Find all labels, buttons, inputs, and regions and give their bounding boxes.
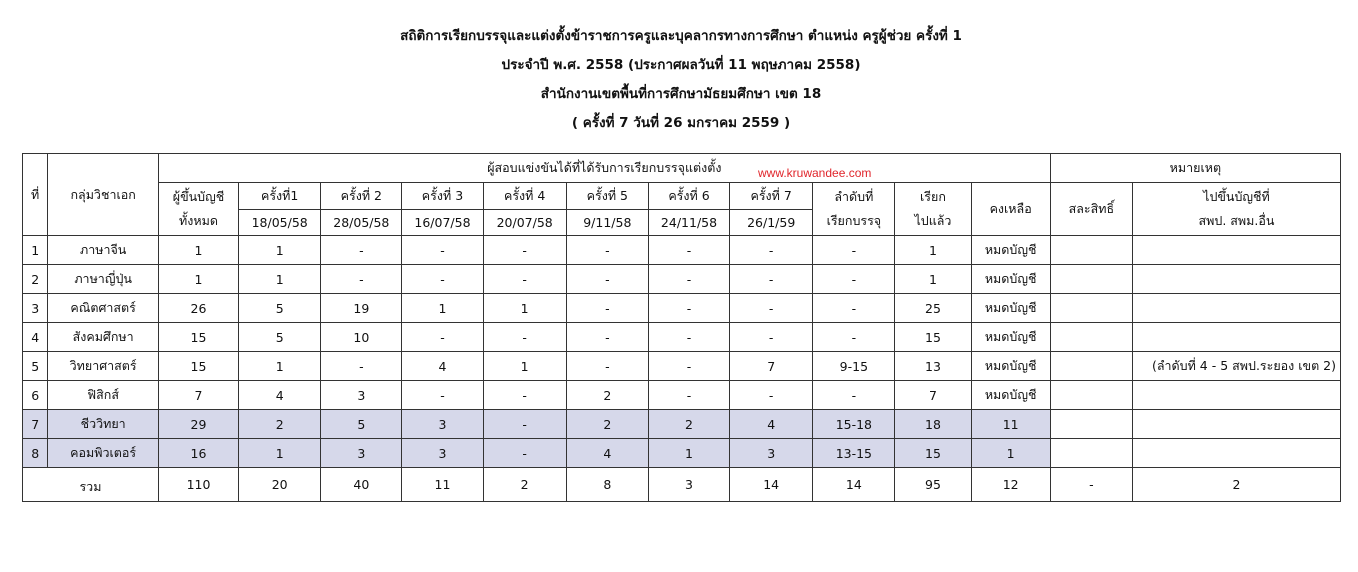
row-total-listed: 7 (158, 381, 238, 410)
row-round-6: - (648, 323, 729, 352)
row-round-7: - (730, 236, 813, 265)
header-no: ที่ (23, 154, 48, 236)
row-total-listed: 29 (158, 410, 238, 439)
header-called-line2: ไปแล้ว (914, 213, 952, 228)
row-round-3: 3 (402, 410, 483, 439)
row-no: 3 (23, 294, 48, 323)
row-subject: ภาษาจีน (48, 236, 159, 265)
statistics-table (22, 153, 1341, 502)
header-round-2: ครั้งที่ 2 (321, 183, 402, 210)
row-round-3: - (402, 323, 483, 352)
row-no: 6 (23, 381, 48, 410)
row-round-4: - (483, 381, 566, 410)
row-other-area (1132, 323, 1340, 352)
row-called: 1 (895, 265, 971, 294)
total-row-round-1: 20 (239, 468, 321, 502)
row-called: 7 (895, 381, 971, 410)
row-call-order: - (813, 381, 895, 410)
row-round-3: 3 (402, 439, 483, 468)
row-other-area (1132, 294, 1340, 323)
row-remaining: หมดบัญชี (971, 265, 1050, 294)
row-call-order: - (813, 265, 895, 294)
row-remaining: หมดบัญชี (971, 352, 1050, 381)
row-round-5: - (566, 323, 648, 352)
row-waived (1050, 381, 1132, 410)
table-row (23, 323, 1341, 352)
row-round-4: - (483, 410, 566, 439)
row-waived (1050, 410, 1132, 439)
row-call-order: 15-18 (813, 410, 895, 439)
row-no: 2 (23, 265, 48, 294)
row-called: 18 (895, 410, 971, 439)
total-row (23, 468, 1341, 502)
total-row-round-6: 3 (648, 468, 729, 502)
header-order-line2: เรียกบรรจุ (826, 213, 882, 228)
row-round-1: 1 (239, 265, 321, 294)
row-remaining: หมดบัญชี (971, 381, 1050, 410)
row-subject: คอมพิวเตอร์ (48, 439, 159, 468)
row-total-listed: 26 (158, 294, 238, 323)
row-round-7: - (730, 323, 813, 352)
row-subject: สังคมศึกษา (48, 323, 159, 352)
table-row (23, 381, 1341, 410)
header-date-5: 9/11/58 (566, 210, 648, 236)
row-waived (1050, 236, 1132, 265)
row-round-6: - (648, 381, 729, 410)
row-round-4: - (483, 439, 566, 468)
table-row (23, 410, 1341, 439)
row-round-3: - (402, 265, 483, 294)
row-other-area (1132, 236, 1340, 265)
header-group-title (158, 154, 1050, 183)
row-round-5: - (566, 265, 648, 294)
row-remaining: หมดบัญชี (971, 294, 1050, 323)
row-round-2: - (321, 265, 402, 294)
header-subject: กลุ่มวิชาเอก (48, 154, 159, 236)
total-row-round-3: 11 (402, 468, 483, 502)
row-round-5: 2 (566, 410, 648, 439)
row-subject: ภาษาญี่ปุ่น (48, 265, 159, 294)
row-round-1: 5 (239, 323, 321, 352)
header-date-3: 16/07/58 (402, 210, 483, 236)
header-round-3: ครั้งที่ 3 (402, 183, 483, 210)
total-row-call-order: 14 (813, 468, 895, 502)
header-round-6: ครั้งที่ 6 (648, 183, 729, 210)
row-other-area (1132, 381, 1340, 410)
header-round-5: ครั้งที่ 5 (566, 183, 648, 210)
row-waived (1050, 265, 1132, 294)
row-round-1: 1 (239, 236, 321, 265)
row-called: 15 (895, 439, 971, 468)
row-round-1: 5 (239, 294, 321, 323)
row-round-2: - (321, 352, 402, 381)
row-round-5: - (566, 352, 648, 381)
row-called: 15 (895, 323, 971, 352)
row-total-listed: 16 (158, 439, 238, 468)
row-round-7: 7 (730, 352, 813, 381)
header-round-4: ครั้งที่ 4 (483, 183, 566, 210)
row-remaining: 11 (971, 410, 1050, 439)
table-row (23, 352, 1341, 381)
row-waived (1050, 439, 1132, 468)
row-round-7: - (730, 265, 813, 294)
row-round-1: 2 (239, 410, 321, 439)
table-row (23, 294, 1341, 323)
row-called: 25 (895, 294, 971, 323)
header-called-line1: เรียก (920, 189, 946, 204)
row-called: 1 (895, 236, 971, 265)
document-title-block (0, 22, 1358, 138)
row-call-order: - (813, 323, 895, 352)
row-round-5: - (566, 294, 648, 323)
header-total-list (158, 183, 238, 236)
table-row (23, 265, 1341, 294)
row-round-1: 1 (239, 352, 321, 381)
header-date-7: 26/1/59 (730, 210, 813, 236)
row-total-listed: 1 (158, 236, 238, 265)
row-subject: ชีววิทยา (48, 410, 159, 439)
title-line-4: ( ครั้งที่ 7 วันที่ 26 มกราคม 2559 ) (571, 115, 791, 131)
row-round-3: 1 (402, 294, 483, 323)
row-no: 5 (23, 352, 48, 381)
total-row-round-2: 40 (321, 468, 402, 502)
row-round-6: - (648, 236, 729, 265)
row-round-3: 4 (402, 352, 483, 381)
row-called: 13 (895, 352, 971, 381)
row-total-listed: 15 (158, 323, 238, 352)
row-call-order: - (813, 294, 895, 323)
row-other-area (1132, 265, 1340, 294)
table-row (23, 236, 1341, 265)
total-row-called: 95 (895, 468, 971, 502)
row-waived (1050, 294, 1132, 323)
row-round-7: 4 (730, 410, 813, 439)
header-other-line1: ไปขึ้นบัญชีที่ (1203, 189, 1270, 204)
title-line-2: ประจำปี พ.ศ. 2558 (ประกาศผลวันที่ 11 พฤษภาคม 2558) (501, 57, 861, 73)
row-round-5: - (566, 236, 648, 265)
total-row-waived: - (1050, 468, 1132, 502)
row-round-4: - (483, 323, 566, 352)
total-row-other-area: 2 (1132, 468, 1340, 502)
row-subject: คณิตศาสตร์ (48, 294, 159, 323)
row-round-2: 3 (321, 439, 402, 468)
row-round-3: - (402, 381, 483, 410)
row-round-1: 1 (239, 439, 321, 468)
header-remaining: คงเหลือ (971, 183, 1050, 236)
row-round-2: 3 (321, 381, 402, 410)
row-no: 1 (23, 236, 48, 265)
row-round-4: 1 (483, 352, 566, 381)
row-remaining: หมดบัญชี (971, 236, 1050, 265)
row-call-order: - (813, 236, 895, 265)
row-round-2: 19 (321, 294, 402, 323)
row-other-area: (ลำดับที่ 4 - 5 สพป.ระยอง เขต 2) (1132, 352, 1340, 381)
row-round-6: 2 (648, 410, 729, 439)
row-round-5: 2 (566, 381, 648, 410)
row-round-5: 4 (566, 439, 648, 468)
total-row-remaining: 12 (971, 468, 1050, 502)
row-round-2: 10 (321, 323, 402, 352)
row-total-listed: 1 (158, 265, 238, 294)
row-round-4: - (483, 236, 566, 265)
row-round-6: - (648, 352, 729, 381)
header-order-line1: ลำดับที่ (834, 189, 874, 204)
total-row-round-7: 14 (730, 468, 813, 502)
header-called (895, 183, 971, 236)
row-call-order: 13-15 (813, 439, 895, 468)
row-round-2: 5 (321, 410, 402, 439)
row-other-area (1132, 439, 1340, 468)
row-round-6: - (648, 294, 729, 323)
row-round-6: 1 (648, 439, 729, 468)
row-round-7: - (730, 294, 813, 323)
header-other-line2: สพป. สพม.อื่น (1198, 213, 1275, 228)
row-waived (1050, 323, 1132, 352)
row-round-7: 3 (730, 439, 813, 468)
header-date-2: 28/05/58 (321, 210, 402, 236)
row-round-7: - (730, 381, 813, 410)
table-row (23, 439, 1341, 468)
row-no: 7 (23, 410, 48, 439)
row-call-order: 9-15 (813, 352, 895, 381)
header-total-list-line2: ทั้งหมด (179, 213, 218, 228)
title-line-1: สถิติการเรียกบรรจุและแต่งตั้งข้าราชการครูและบุคลากรทางการศึกษา ตำแหน่ง ครูผู้ช่วย ครั้งที่ 1 (400, 28, 962, 44)
header-date-4: 20/07/58 (483, 210, 566, 236)
header-waived: สละสิทธิ์ (1050, 183, 1132, 236)
row-waived (1050, 352, 1132, 381)
row-round-4: 1 (483, 294, 566, 323)
row-round-6: - (648, 265, 729, 294)
header-round-1: ครั้งที่1 (239, 183, 321, 210)
row-no: 4 (23, 323, 48, 352)
header-date-6: 24/11/58 (648, 210, 729, 236)
header-round-7: ครั้งที่ 7 (730, 183, 813, 210)
row-subject: ฟิสิกส์ (48, 381, 159, 410)
row-round-3: - (402, 236, 483, 265)
total-row-total-listed: 110 (158, 468, 238, 502)
row-no: 8 (23, 439, 48, 468)
row-round-1: 4 (239, 381, 321, 410)
row-remaining: 1 (971, 439, 1050, 468)
header-order (813, 183, 895, 236)
row-other-area (1132, 410, 1340, 439)
row-remaining: หมดบัญชี (971, 323, 1050, 352)
title-line-3: สำนักงานเขตพื้นที่การศึกษามัธยมศึกษา เขต 18 (540, 86, 822, 102)
total-row-label: รวม (23, 468, 159, 502)
row-round-2: - (321, 236, 402, 265)
header-total-list-line1: ผู้ขึ้นบัญชี (172, 189, 225, 204)
row-round-4: - (483, 265, 566, 294)
header-group-title-text: ผู้สอบแข่งขันได้ที่ได้รับการเรียกบรรจุแต่งตั้ง (487, 160, 722, 175)
total-row-round-4: 2 (483, 468, 566, 502)
header-remarks-title: หมายเหตุ (1050, 154, 1340, 183)
header-other-area (1132, 183, 1340, 236)
total-row-round-5: 8 (566, 468, 648, 502)
row-subject: วิทยาศาสตร์ (48, 352, 159, 381)
row-total-listed: 15 (158, 352, 238, 381)
header-date-1: 18/05/58 (239, 210, 321, 236)
watermark-url: www.kruwandee.com (758, 166, 872, 180)
